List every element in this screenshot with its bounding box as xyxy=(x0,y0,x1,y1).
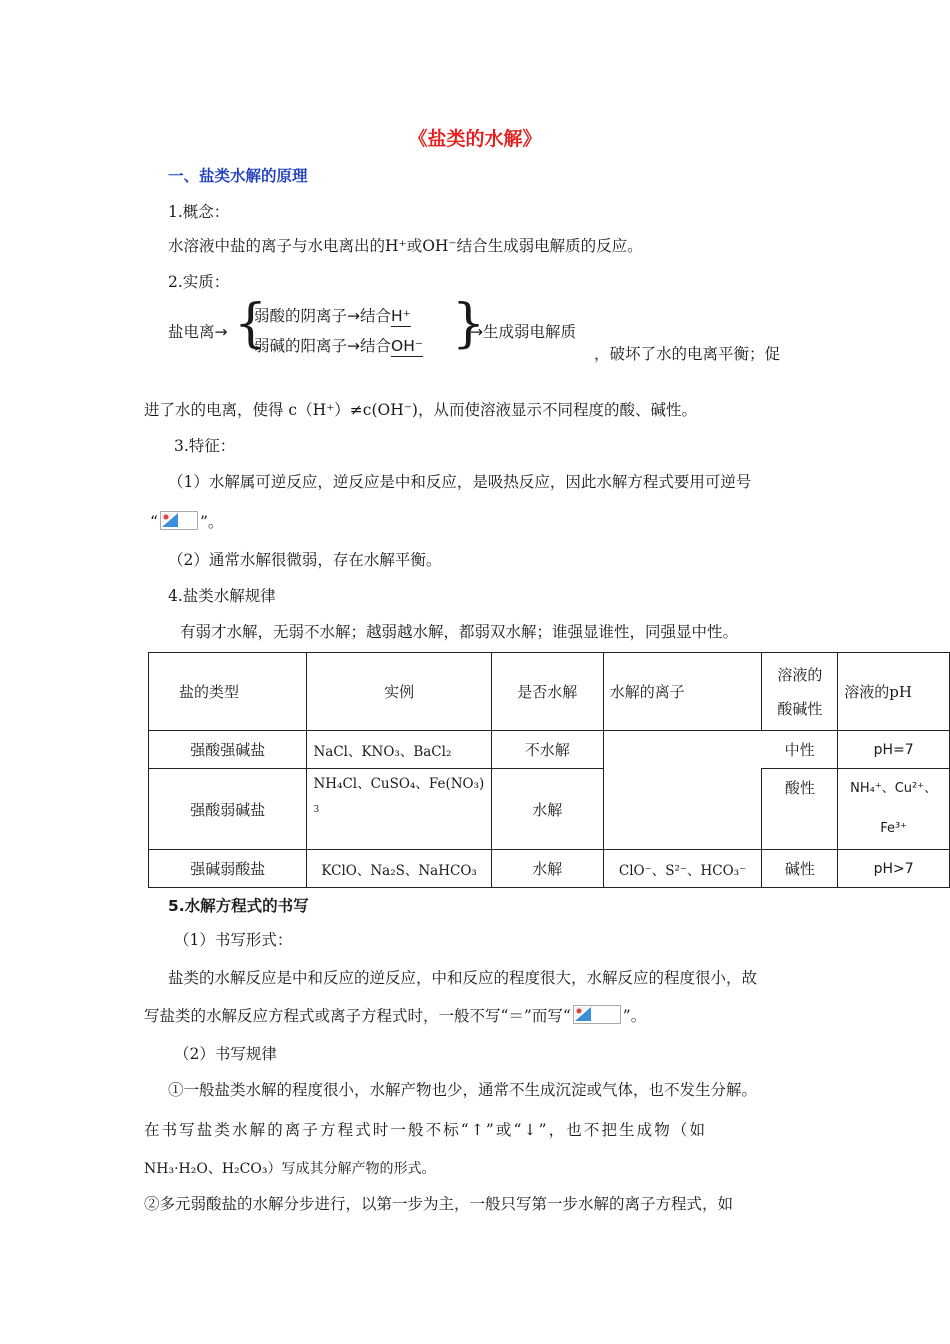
feature-1-symbol xyxy=(150,510,223,532)
essence-continued: 进了水的电离，使得 c（H⁺）≠c(OH⁻)，从而使溶液显示不同程度的酸、碱性。 xyxy=(144,401,697,419)
table-header-row xyxy=(149,653,950,731)
row2-ph-line2: Fe³⁺ xyxy=(880,821,908,836)
feature-1: （1）水解属可逆反应，逆反应是中和反应，是吸热反应，因此水解方程式要用可逆号 xyxy=(168,473,752,491)
diagram-top-text: 弱酸的阴离子→结合 xyxy=(254,307,391,325)
section-heading-principle: 一、盐类水解的原理 xyxy=(168,167,308,185)
row1-ion xyxy=(603,731,762,850)
row2-example-line2: 3 xyxy=(313,805,320,815)
diagram-top-row xyxy=(254,304,411,326)
writing-rule-label: （2）书写规律 xyxy=(174,1045,277,1063)
row3-acidity: 碱性 xyxy=(762,850,838,888)
header-hydrolysis: 是否水解 xyxy=(491,653,603,731)
rule-text: 有弱才水解，无弱不水解；越弱越水解，都弱双水解；谁强显谁性，同强显中性。 xyxy=(180,623,739,641)
form-text-2-end: ”。 xyxy=(622,1007,647,1025)
row2-acidity: 酸性 xyxy=(762,769,838,850)
concept-text: 水溶液中盐的离子与水电离出的H⁺或OH⁻结合生成弱电解质的反应。 xyxy=(168,237,643,255)
row1-ph: pH=7 xyxy=(838,731,950,769)
rule-1a: ①一般盐类水解的程度很小，水解产物也少，通常不生成沉淀或气体，也不发生分解。 xyxy=(168,1081,758,1099)
salt-hydrolysis-table xyxy=(148,652,950,888)
rule-label: 4.盐类水解规律 xyxy=(168,587,276,605)
row2-ph-line1: NH₄⁺、Cu²⁺、 xyxy=(850,781,938,796)
row2-example-line1: NH₄Cl、CuSO₄、Fe(NO₃) xyxy=(313,776,485,792)
row2-ph xyxy=(838,769,950,850)
row3-type: 强碱弱酸盐 xyxy=(149,850,307,888)
header-acidity-line1: 溶液的 xyxy=(777,665,823,684)
essence-label: 2.实质： xyxy=(168,273,230,291)
diagram-bottom-row xyxy=(254,334,423,356)
row1-hydrolysis: 不水解 xyxy=(491,731,603,769)
header-salt-type: 盐的类型 xyxy=(149,653,307,731)
header-acidity-line2: 酸碱性 xyxy=(777,699,823,718)
row1-example: NaCl、KNO₃、BaCl₂ xyxy=(307,731,491,769)
quote-close: ”。 xyxy=(199,513,224,531)
concept-label: 1.概念： xyxy=(168,203,230,221)
left-brace-icon: { xyxy=(234,294,268,354)
rule-2: ②多元弱酸盐的水解分步进行，以第一步为主，一般只写第一步水解的离子方程式，如 xyxy=(144,1195,734,1213)
row3-ph: pH>7 xyxy=(838,850,950,888)
row2-hydrolysis: 水解 xyxy=(491,769,603,850)
quote-open: “ xyxy=(150,513,158,531)
row2-type: 强酸弱碱盐 xyxy=(149,769,307,850)
row3-example: KClO、Na₂S、NaHCO₃ xyxy=(307,850,491,888)
essence-tail: ，破坏了水的电离平衡；促 xyxy=(594,345,781,363)
diagram-bottom-ion: OH⁻ xyxy=(391,337,424,355)
table-row xyxy=(149,731,950,769)
row1-type: 强酸强碱盐 xyxy=(149,731,307,769)
feature-2: （2）通常水解很微弱，存在水解平衡。 xyxy=(168,551,442,569)
diagram-right: →生成弱电解质 xyxy=(470,323,576,341)
right-brace-icon: } xyxy=(452,294,486,354)
diagram-bottom-text: 弱碱的阳离子→结合 xyxy=(254,337,391,355)
table-row xyxy=(149,769,950,850)
row2-example xyxy=(307,769,491,850)
row1-acidity: 中性 xyxy=(762,731,838,769)
rule-1b: 在书写盐类水解的离子方程式时一般不标“↑”或“↓”，也不把生成物（如 xyxy=(144,1121,708,1139)
header-ph: 溶液的pH xyxy=(838,653,950,731)
reversible-arrow-image-icon xyxy=(573,1005,621,1024)
row3-hydrolysis: 水解 xyxy=(491,850,603,888)
page-title: 《盐类的水解》 xyxy=(408,128,542,150)
header-acidity xyxy=(762,653,838,731)
header-example: 实例 xyxy=(307,653,491,731)
section-heading-writing: 5.水解方程式的书写 xyxy=(168,897,309,915)
reversible-arrow-image-icon xyxy=(160,511,198,530)
diagram-top-ion: H⁺ xyxy=(391,307,411,325)
form-text-1: 盐类的水解反应是中和反应的逆反应，中和反应的程度很大，水解反应的程度很小，故 xyxy=(168,969,758,987)
table-row xyxy=(149,850,950,888)
header-ion: 水解的离子 xyxy=(603,653,762,731)
rule-1c: NH₃·H₂O、H₂CO₃）写成其分解产物的形式。 xyxy=(144,1161,436,1177)
form-text-2-main: 写盐类的水解反应方程式或离子方程式时，一般不写“＝”而写“ xyxy=(144,1007,571,1025)
row3-ion: ClO⁻、S²⁻、HCO₃⁻ xyxy=(603,850,762,888)
feature-label: 3.特征： xyxy=(174,437,236,455)
form-text-2 xyxy=(144,1004,646,1026)
diagram-left: 盐电离→ xyxy=(168,323,228,341)
form-label: （1）书写形式： xyxy=(174,931,293,949)
